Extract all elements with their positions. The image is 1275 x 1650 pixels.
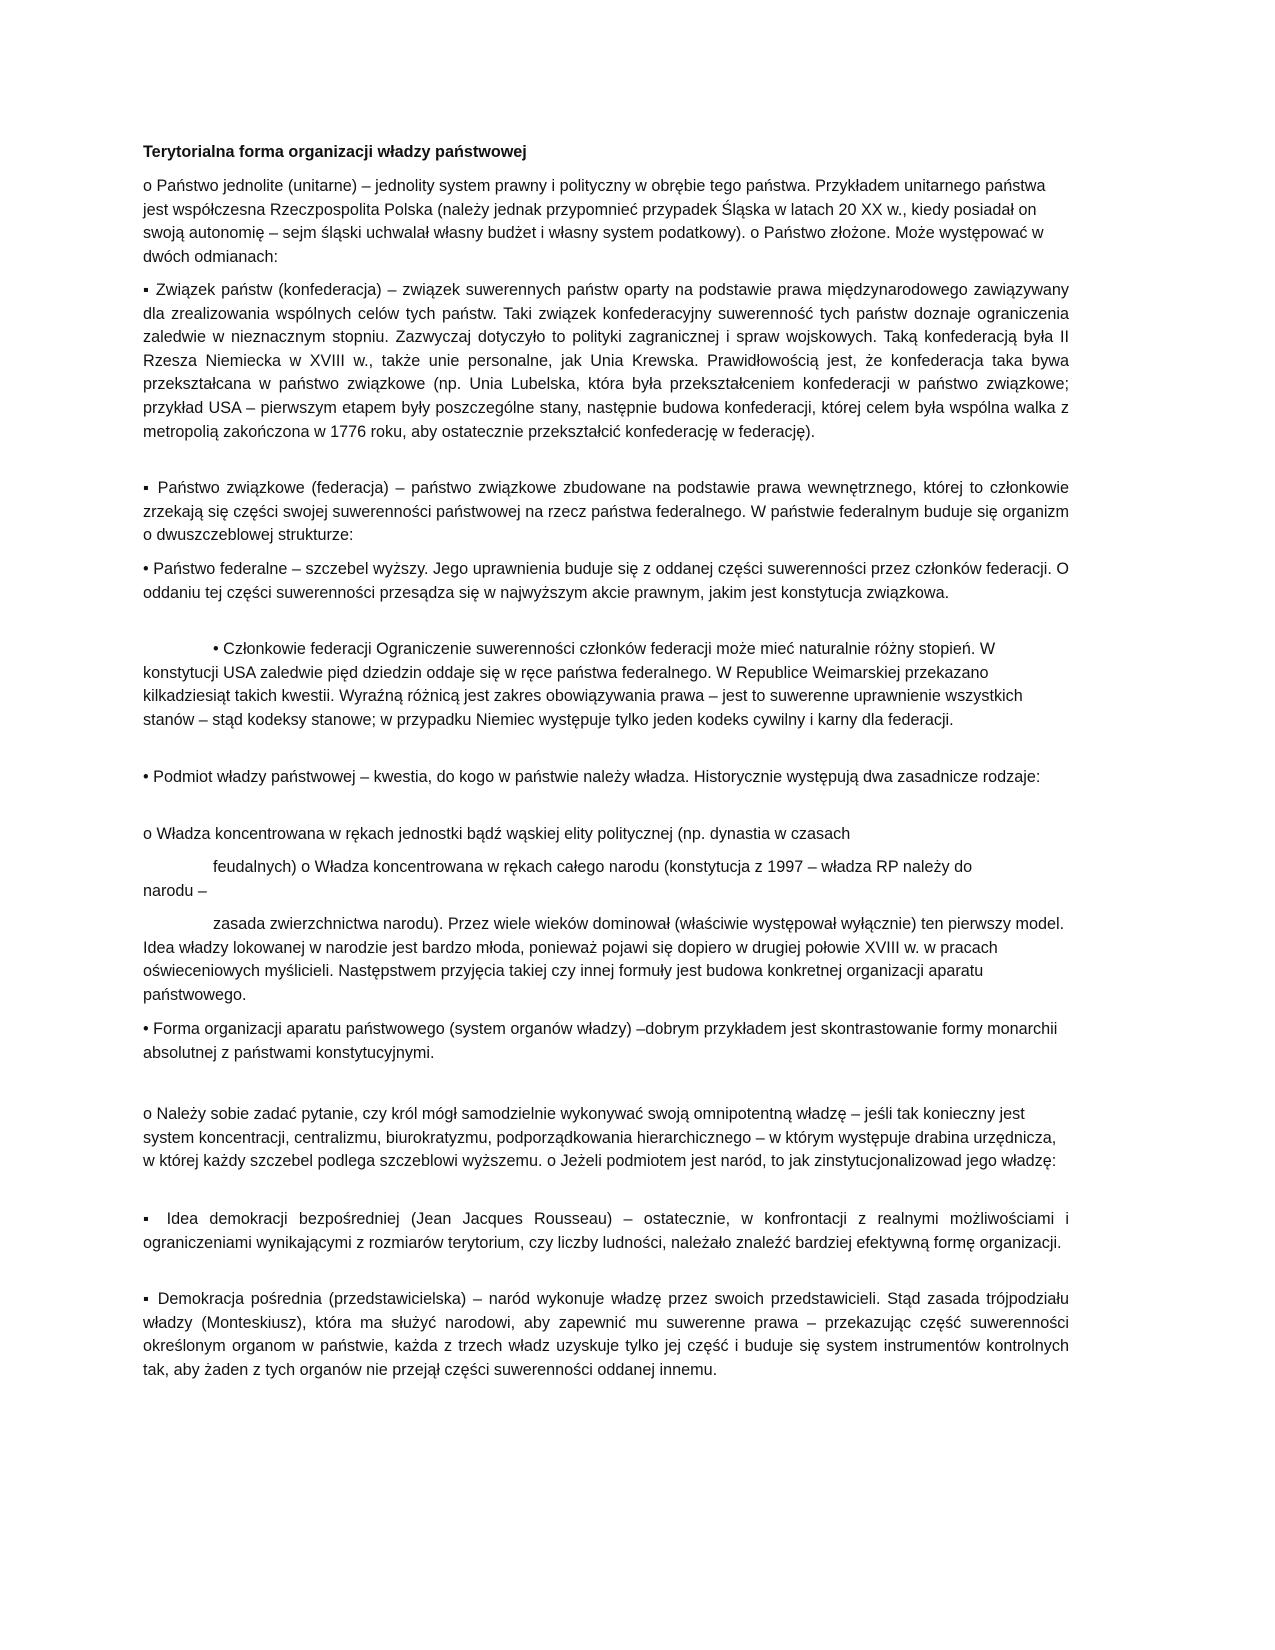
paragraph-representative-democracy: ▪ Demokracja pośrednia (przedstawicielska) – naród wykonuje władzę przez swoich przedstawicieli. Stąd zasada trójpodziału władzy (Monteskiusz), która ma służyć narodowi, aby zapewnić mu suwerenne prawa – przekazując część suwerenności określonym organom w państwie, każda z trzech władz uzyskuje tylko jej część i buduje się system instrumentów kontrolnych tak, aby żaden z tych organów nie przejął części suwerenności oddanej innemu. — [143, 1290, 1069, 1379]
paragraph-unitary-state: o Państwo jednolite (unitarne) – jednolity system prawny i polityczny w obrębie tego państwa. Przykładem unitarnego państwa jest współczesna Rzeczpospolita Polska (należy jednak przypomnieć przypadek Śląska w latach 20 XX w., kiedy posiadał on swoją autonomię – sejm śląski uchwalał własny budżet i własny system podatkowy). o Państwo złożone. Może występować w dwóch odmianach: — [143, 177, 1046, 266]
paragraph-subject-of-power: • Podmiot władzy państwowej – kwestia, do kogo w państwie należy władza. Historycznie występują dwa zasadnicze rodzaje: — [143, 768, 1041, 786]
paragraph-concentrated-power: o Władza koncentrowana w rękach jednostki bądź wąskiej elity politycznej (np. dynastia w czasach — [143, 825, 851, 843]
paragraph-apparatus-form: • Forma organizacji aparatu państwowego (system organów władzy) –dobrym przykładem jest skontrastowanie formy monarchii absolutnej z państwami konstytucyjnymi. — [143, 1020, 1058, 1062]
paragraph-federation-members: • Członkowie federacji Ograniczenie suwerenności członków federacji może mieć naturalnie różny stopień. W konstytucji USA zaledwie pięd dziedzin oddaje się w ręce państwa federalnego. W Republice Weimarskiej przekazano kilkadziesiąt takich kwestii. Wyraźną różnicą jest zakres obowiązywania prawa – jest to suwerenne uprawnienie wszystkich stanów – stąd kodeksy stanowe; w przypadku Niemiec występuje tylko jeden kodeks cywilny i karny dla federacji. — [143, 640, 1023, 729]
paragraph-direct-democracy: ▪ Idea demokracji bezpośredniej (Jean Jacques Rousseau) – ostatecznie, w konfrontacji z realnymi możliwościami i ograniczeniami wynikającymi z rozmiarów terytorium, czy liczby ludności, należało znaleźć bardziej efektywną formę organizacji. — [143, 1210, 1069, 1252]
paragraph-sovereignty-principle: zasada zwierzchnictwa narodu). Przez wiele wieków dominował (właściwie występował wyłącznie) ten pierwszy model. Idea władzy lokowanej w narodzie jest bardzo młoda, ponieważ pojawi się dopiero w drugiej połowie XVIII w. w pracach oświeceniowych myślicieli. Następstwem przyjęcia takiej czy innej formuły jest budowa konkretnej organizacji aparatu państwowego. — [143, 915, 1065, 1004]
paragraph-king-question: o Należy sobie zadać pytanie, czy król mógł samodzielnie wykonywać swoją omnipotentną władzę – jeśli tak konieczny jest system koncentracji, centralizmu, biurokratyzmu, podporządkowania hierarchicznego – w którym występuje drabina urzędnicza, w której każdy szczebel podlega szczeblowi wyższemu. o Jeżeli podmiotem jest naród, to jak zinstytucjonalizowad jego władzę: — [143, 1105, 1057, 1171]
paragraph-federal-state: • Państwo federalne – szczebel wyższy. Jego uprawnienia buduje się z oddanej części suwerenności przez członków federacji. O oddaniu tej części suwerenności przesądza się w najwyższym akcie prawnym, jakim jest konstytucja związkowa. — [143, 560, 1069, 602]
paragraph-nation-power — [143, 856, 1069, 903]
nation-power-line: feudalnych) o Władza koncentrowana w rękach całego narodu (konstytucja z 1997 – władza RP należy do — [213, 858, 973, 876]
paragraph-federation: ▪ Państwo związkowe (federacja) – państwo związkowe zbudowane na podstawie prawa wewnętrznego, której to członkowie zrzekają się części swojej suwerenności państwowej na rzecz państwa federalnego. W państwie federalnym buduje się organizm o dwuszczeblowej strukturze: — [143, 479, 1069, 545]
paragraph-confederation: ▪ Związek państw (konfederacja) – związek suwerennych państw oparty na podstawie prawa międzynarodowego zawiązywany dla zrealizowania wspólnych celów tych państw. Taki związek konfederacyjny suwerenność tych państw doznaje ograniczenia zaledwie w nieznacznym stopniu. Zazwyczaj dotyczyło to polityki zagranicznej i spraw wojskowych. Taką konfederacją była II Rzesza Niemiecka w XVIII w., także unie personalne, jak Unia Krewska. Prawidłowością jest, że konfederacja taka bywa przekształcana w państwo związkowe (np. Unia Lubelska, która była przekształceniem konfederacji w państwo związkowe; przykład USA – pierwszym etapem były poszczególne stany, następnie budowa konfederacji, której celem była wspólna walka z metropolią zakończona w 1776 roku, aby ostatecznie przekształcić konfederację w federację). — [143, 281, 1069, 441]
nation-power-line-end: narodu – — [143, 881, 207, 900]
document-title: Terytorialna forma organizacji władzy państwowej — [143, 143, 527, 161]
